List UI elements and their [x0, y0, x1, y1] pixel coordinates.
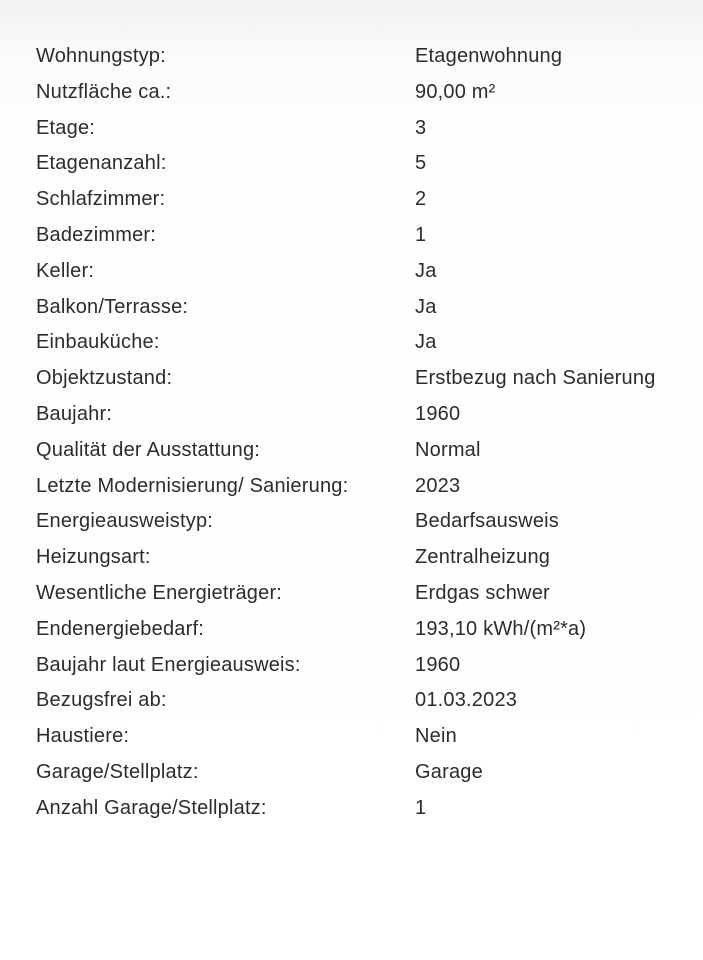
attribute-label: Baujahr laut Energieausweis:	[36, 653, 301, 676]
attribute-label: Energieausweistyp:	[36, 510, 214, 533]
attribute-value: 1	[415, 796, 427, 819]
attribute-value: Erdgas schwer	[415, 581, 550, 604]
attribute-label: Anzahl Garage/Stellplatz:	[36, 796, 267, 819]
attribute-label: Badezimmer:	[36, 223, 157, 246]
attribute-value: 1960	[415, 653, 461, 676]
attribute-value: 1	[415, 223, 427, 246]
attribute-label: Haustiere:	[36, 725, 130, 748]
attribute-value: 3	[415, 116, 427, 139]
attribute-value: 90,00 m²	[415, 80, 496, 103]
table-row	[36, 328, 683, 364]
table-row	[36, 257, 683, 293]
attribute-label: Etagenanzahl:	[36, 152, 167, 175]
attribute-value: Normal	[415, 438, 481, 461]
attribute-label: Wohnungstyp:	[36, 45, 166, 67]
attribute-label: Keller:	[36, 259, 95, 282]
attribute-label: Objektzustand:	[36, 367, 173, 390]
attribute-label: Endenergiebedarf:	[36, 617, 204, 640]
attribute-value: Ja	[415, 295, 437, 318]
table-row	[36, 400, 683, 436]
attribute-label: Bezugsfrei ab:	[36, 689, 167, 712]
table-row	[36, 149, 683, 185]
attribute-value: 193,10 kWh/(m²*a)	[415, 617, 587, 640]
table-row	[36, 42, 683, 78]
table-row	[36, 722, 683, 758]
attribute-label: Balkon/Terrasse:	[36, 295, 189, 318]
table-row	[36, 114, 683, 150]
attribute-value: 2	[415, 188, 427, 211]
table-row	[36, 651, 683, 687]
attribute-label: Wesentliche Energieträger:	[36, 581, 283, 604]
table-row	[36, 221, 683, 257]
table-row	[36, 185, 683, 221]
table-row	[36, 615, 683, 651]
attribute-label: Garage/Stellplatz:	[36, 760, 199, 783]
attribute-value: 01.03.2023	[415, 689, 518, 712]
attribute-label: Nutzfläche ca.:	[36, 80, 172, 103]
attribute-value: Garage	[415, 760, 483, 783]
attribute-value: Ja	[415, 331, 437, 354]
attribute-value: Nein	[415, 725, 457, 748]
table-row	[36, 507, 683, 543]
table-row	[36, 364, 683, 400]
table-row	[36, 78, 683, 114]
attribute-value: 5	[415, 152, 427, 175]
table-row	[36, 472, 683, 508]
attribute-value: Bedarfsausweis	[415, 510, 559, 533]
table-row	[36, 543, 683, 579]
attribute-value: Zentralheizung	[415, 546, 551, 569]
attribute-value: Ja	[415, 259, 437, 282]
attribute-value: Erstbezug nach Sanierung	[415, 367, 656, 390]
table-row	[36, 758, 683, 794]
table-row	[36, 293, 683, 329]
table-row	[36, 436, 683, 472]
table-row	[36, 686, 683, 722]
table-row	[36, 579, 683, 615]
attribute-label: Etage:	[36, 116, 96, 139]
attribute-label: Qualität der Ausstattung:	[36, 438, 261, 461]
attribute-label: Letzte Modernisierung/ Sanierung:	[36, 474, 349, 497]
attribute-value: 1960	[415, 402, 461, 425]
table-row	[36, 794, 683, 830]
attribute-label: Baujahr:	[36, 402, 113, 425]
attribute-value: 2023	[415, 474, 461, 497]
attribute-value: Etagenwohnung	[415, 45, 563, 67]
attribute-label: Einbauküche:	[36, 331, 160, 354]
attribute-label: Schlafzimmer:	[36, 188, 166, 211]
attribute-label: Heizungsart:	[36, 546, 151, 569]
